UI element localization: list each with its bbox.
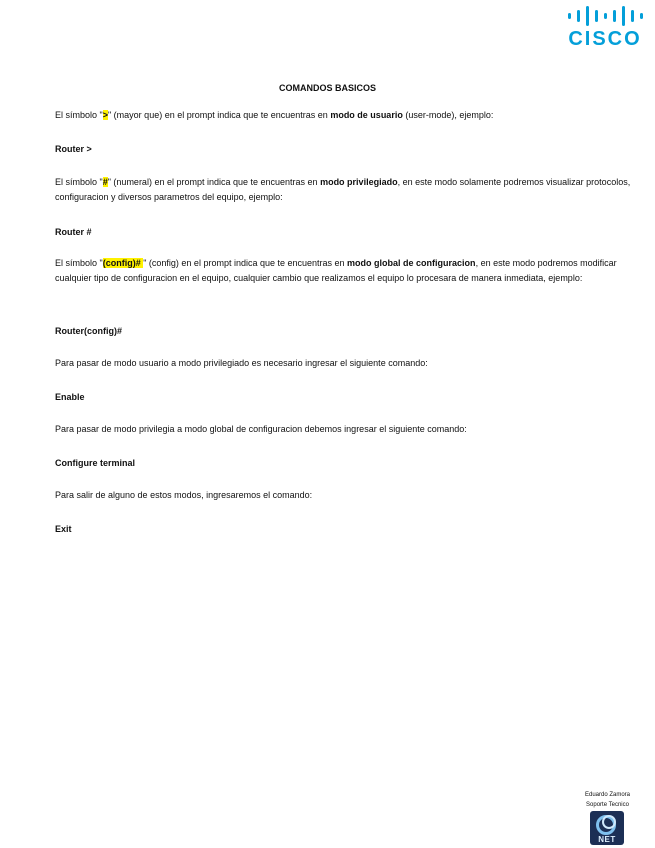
paragraph-global-config-mode: El símbolo "(config)# " (config) en el prompt indica que te encuentras en modo global de configuracion, en este modo podremos modificar cualquier tipo de configuracion en el equipo, cualquier cambio que realizamos el equipo lo procesara de manera inmediata, ejemplo: [55, 258, 617, 283]
highlight-symbol: (config)# [102, 258, 144, 268]
cisco-logo [565, 4, 645, 52]
command-enable: Enable [55, 392, 85, 402]
signature-name: Eduardo Zamora [584, 792, 631, 798]
signature-role: Soporte Tecnico [586, 802, 629, 808]
net-logo-icon [590, 811, 624, 845]
cisco-bars-icon [565, 4, 645, 28]
command-configure-terminal: Configure terminal [55, 458, 136, 468]
cisco-wordmark: CISCO [568, 28, 642, 50]
paragraph-privileged-mode: El símbolo "#" (numeral) en el prompt indica que te encuentras en modo privilegiado, en este modo solamente podremos visualizar protocolos, configuracion y diversos parametros del equipo, ejemplo: [55, 177, 631, 202]
command-router-privileged: Router # [55, 227, 92, 237]
command-exit: Exit [55, 524, 72, 534]
highlight-symbol: # [102, 177, 108, 187]
signature-block [560, 790, 655, 810]
command-router-config: Router(config)# [55, 326, 122, 336]
paragraph-exit-intro: Para salir de alguno de estos modos, ingresaremos el comando: [55, 490, 313, 500]
net-logo-text: NET [598, 835, 616, 844]
paragraph-enable-intro: Para pasar de modo usuario a modo privilegiado es necesario ingresar el siguiente comando: [55, 358, 428, 368]
paragraph-configure-intro: Para pasar de modo privilegia a modo global de configuracion debemos ingresar el siguiente comando: [55, 424, 467, 434]
document-title: COMANDOS BASICOS [278, 83, 376, 93]
highlight-symbol: > [102, 110, 108, 120]
paragraph-user-mode: El símbolo ">" (mayor que) en el prompt indica que te encuentras en modo de usuario (user-mode), ejemplo: [55, 110, 494, 120]
command-router-user: Router > [55, 144, 92, 154]
